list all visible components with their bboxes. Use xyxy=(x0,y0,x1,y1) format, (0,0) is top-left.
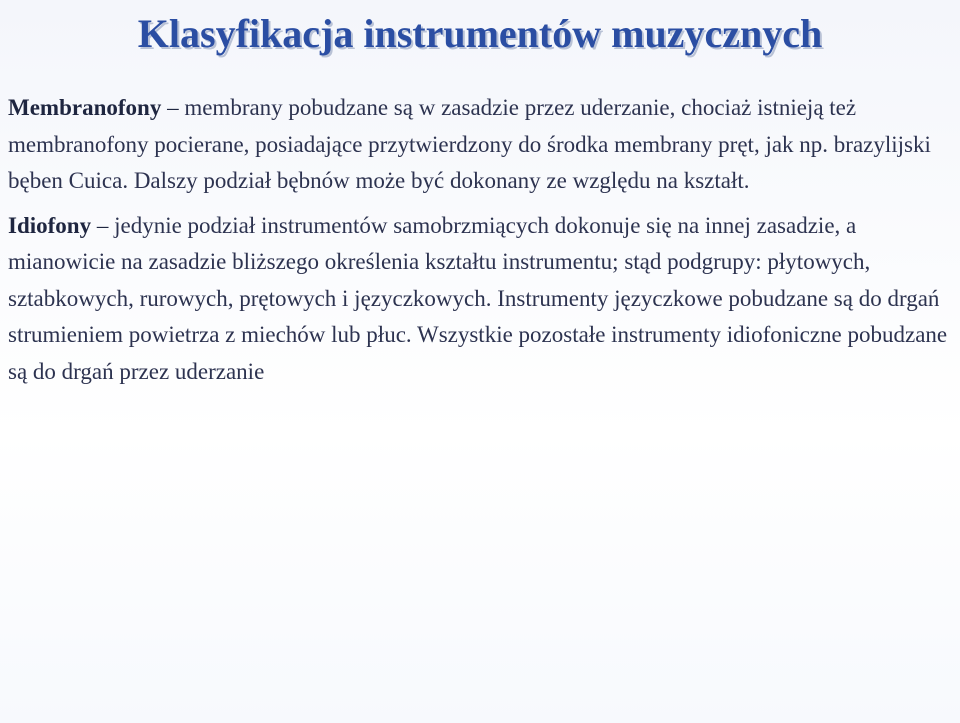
paragraph-text: jedynie podział instrumentów samobrzmiących dokonuje się na innej zasadzie, a mianowicie na zasadzie bliższego określenia kształtu instrumentu; stąd podgrupy: płytowych, sztabkowych, rurowych, prętowych i języczkowych. Instrumenty języczkowe pobudzane są do drgań strumieniem powietrza z miechów lub płuc. Wszystkie pozostałe instrumenty idiofoniczne pobudzane są do drgań przez uderzanie xyxy=(8,212,948,384)
term-label: Idiofony xyxy=(8,212,92,238)
slide-title: Klasyfikacja instrumentów muzycznych xyxy=(137,11,823,56)
term-label: Membranofony xyxy=(8,95,162,120)
term-dash: – xyxy=(167,95,179,120)
paragraph-idiofony xyxy=(8,208,952,391)
term-dash: – xyxy=(96,212,109,238)
paragraph-text: membrany pobudzane są w zasadzie przez uderzanie, chociaż istnieją też membranofony pocierane, posiadające przytwierdzony do środka membrany pręt, jak np. brazylijski bęben Cuica. Dalszy podział bębnów może być dokonany ze względu na kształt. xyxy=(8,95,931,193)
slide-body xyxy=(8,90,952,398)
paragraph-membranofony xyxy=(8,90,952,200)
